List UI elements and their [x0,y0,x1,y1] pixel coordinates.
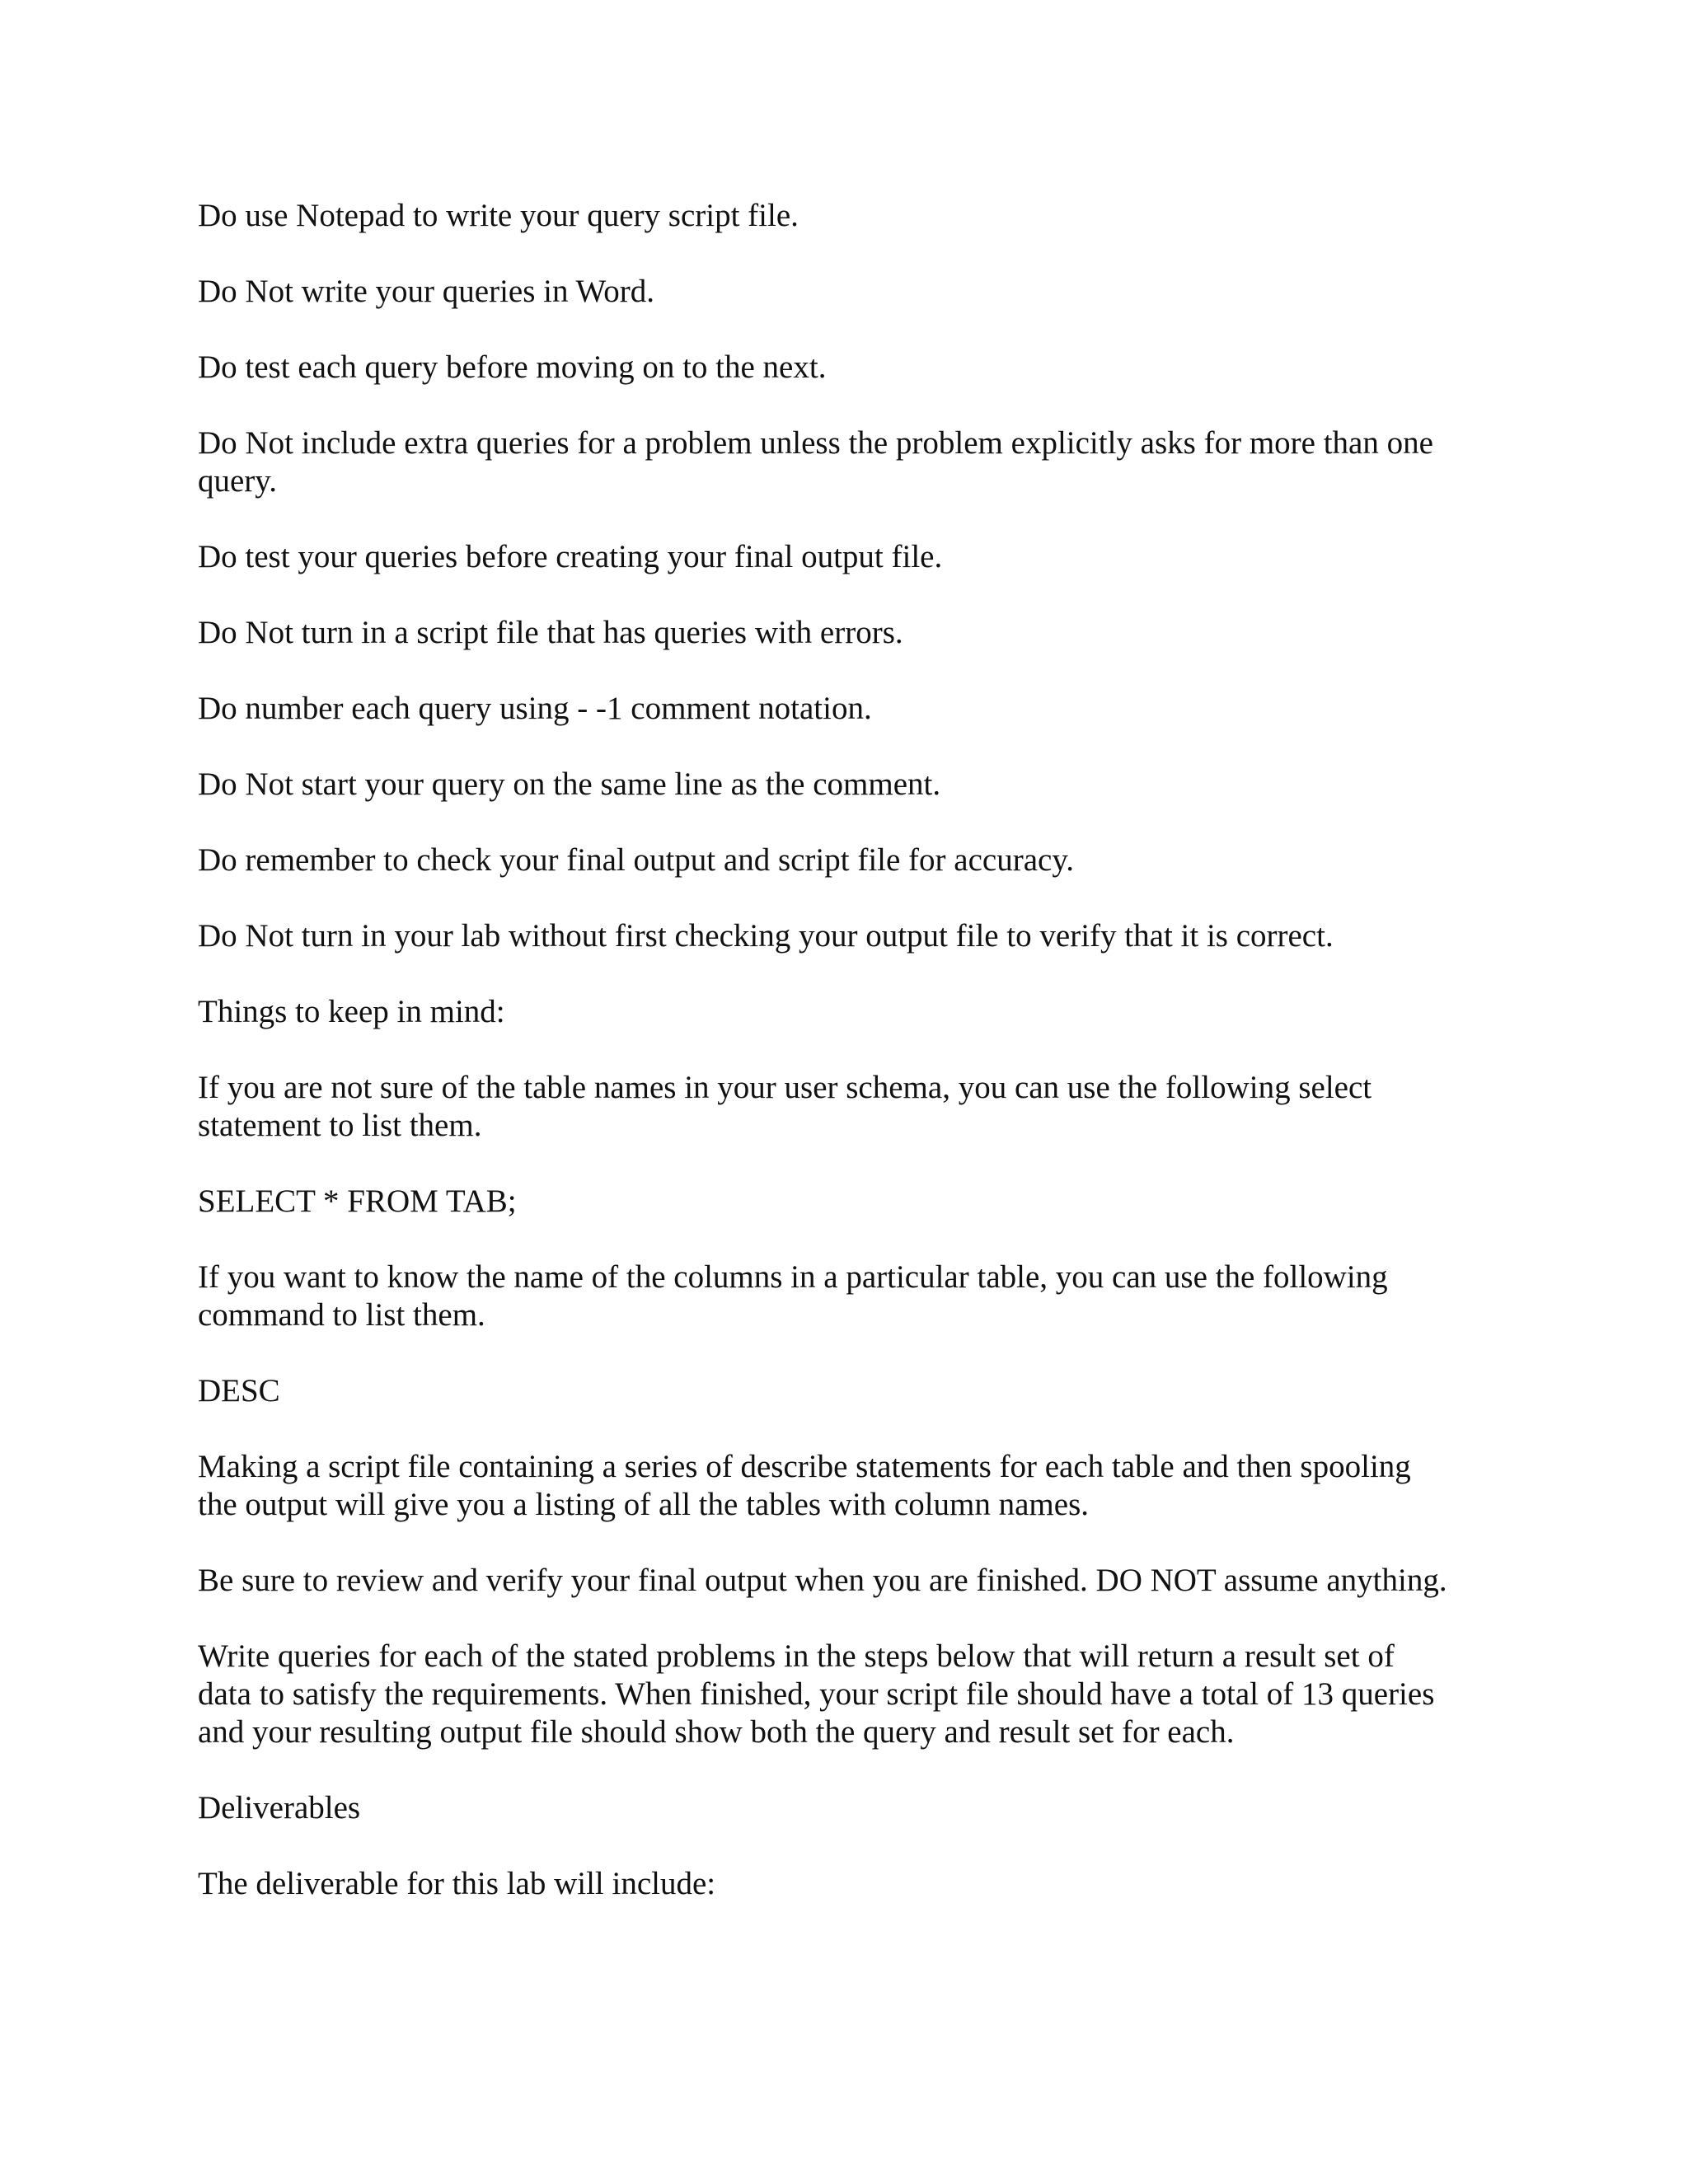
instruction-check-accuracy [198,841,1500,879]
text-line: the output will give you a listing of all the tables with column names. [198,1487,1089,1522]
instruction-comment-line [198,766,1500,804]
review-verify-note [198,1562,1500,1600]
text-line: Do Not turn in a script file that has queries with errors. [198,615,903,650]
instruction-use-notepad [198,197,1500,235]
text-line: statement to list them. [198,1108,482,1143]
text-line: SELECT * FROM TAB; [198,1183,517,1219]
deliverables-heading [198,1789,1500,1827]
text-line: The deliverable for this lab will include: [198,1866,716,1901]
text-line: Do test each query before moving on to the next. [198,349,827,385]
text-line: Be sure to review and verify your final output when you are finished. DO NOT assume anything. [198,1563,1447,1598]
text-line: command to list them. [198,1297,485,1333]
instruction-no-extra-queries [198,424,1500,500]
text-line: Do use Notepad to write your query script file. [198,198,799,233]
text-line: Things to keep in mind: [198,994,505,1029]
select-tab-statement [198,1183,1500,1221]
text-line: data to satisfy the requirements. When finished, your script file should have a total of 13 queries [198,1676,1435,1712]
desc-command [198,1372,1500,1410]
table-names-tip [198,1069,1500,1145]
instruction-no-errors [198,614,1500,652]
text-line: Deliverables [198,1790,361,1825]
text-line: Do remember to check your final output and script file for accuracy. [198,842,1075,878]
things-to-keep-in-mind-heading [198,993,1500,1031]
text-line: Do number each query using - -1 comment notation. [198,691,872,726]
text-line: Do Not write your queries in Word. [198,274,654,309]
column-names-tip [198,1258,1500,1334]
instruction-verify-output [198,917,1500,955]
text-line: query. [198,463,278,499]
text-line: Do test your queries before creating your final output file. [198,539,943,574]
text-line: Do Not start your query on the same line as the comment. [198,766,941,802]
text-line: Write queries for each of the stated problems in the steps below that will return a result set of [198,1638,1395,1674]
instruction-number-queries [198,690,1500,728]
text-line: Do Not turn in your lab without first checking your output file to verify that it is correct. [198,918,1334,954]
text-line: Making a script file containing a series of describe statements for each table and then spooling [198,1449,1411,1484]
describe-script-tip [198,1448,1500,1524]
text-line: DESC [198,1373,280,1408]
text-line: Do Not include extra queries for a problem unless the problem explicitly asks for more than one [198,425,1433,461]
text-line: If you want to know the name of the columns in a particular table, you can use the following [198,1259,1388,1295]
text-line: and your resulting output file should show both the query and result set for each. [198,1714,1235,1750]
instruction-test-each-query [198,349,1500,387]
deliverable-intro [198,1865,1500,1903]
write-queries-instructions [198,1638,1500,1751]
instruction-test-before-output [198,538,1500,576]
instruction-not-word [198,273,1500,311]
text-line: If you are not sure of the table names in your user schema, you can use the following select [198,1070,1372,1105]
